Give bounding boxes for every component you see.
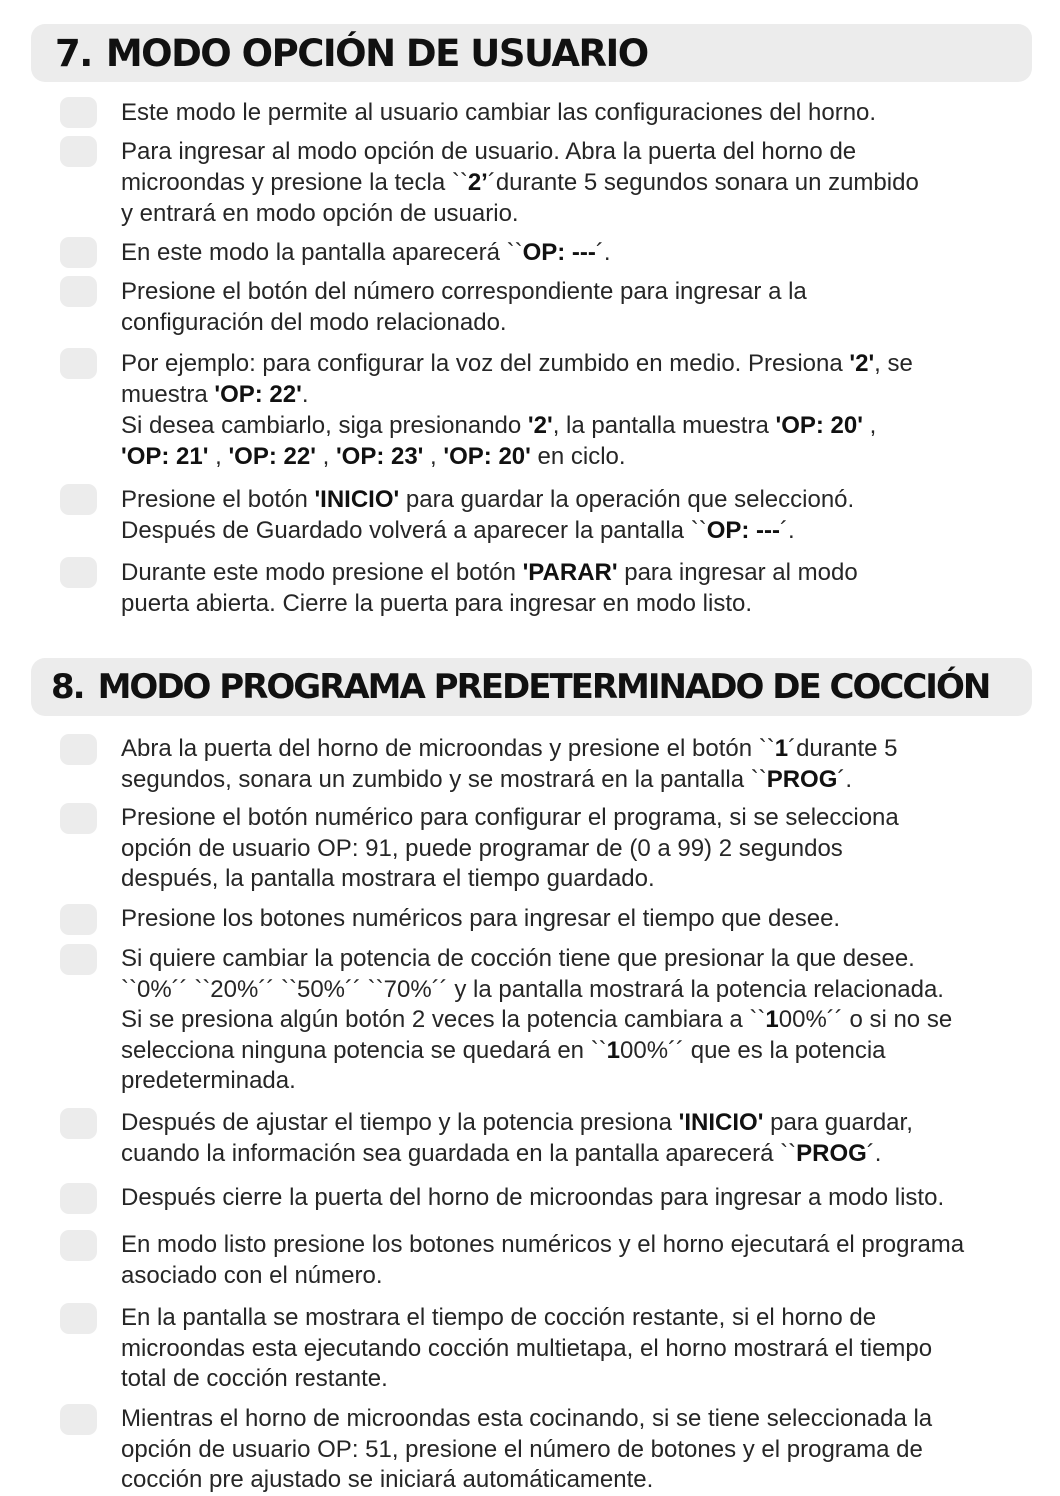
checkbox-square-icon: [60, 1183, 97, 1214]
text-line: ``0%´´ ``20%´´ ``50%´´ ``70%´´ y la pantalla mostrará la potencia relacionada.: [121, 975, 944, 1003]
list-item: [60, 803, 1050, 895]
text-line: Mientras el horno de microondas esta cocinando, si se tiene seleccionada la: [121, 1405, 933, 1432]
list-item: [60, 1404, 1050, 1496]
list-item-text: [121, 557, 858, 619]
list-item: [60, 348, 1050, 472]
list-item-text: [121, 484, 854, 546]
list-item-text: [121, 237, 611, 268]
text-line: microondas y presione la tecla ``2’´durante 5 segundos sonara un zumbido: [121, 169, 919, 196]
text-line: En la pantalla se mostrara el tiempo de cocción restante, si el horno de: [121, 1304, 877, 1331]
checkbox-square-icon: [60, 803, 97, 834]
text-line: después, la pantalla mostrara el tiempo guardado.: [121, 865, 655, 892]
text-line: y entrará en modo opción de usuario.: [121, 200, 519, 227]
list-item-text: [121, 1183, 944, 1214]
text-line: Después cierre la puerta del horno de microondas para ingresar a modo listo.: [121, 1184, 945, 1211]
list-item: [60, 136, 1050, 229]
text-line: En este modo la pantalla aparecerá ``OP: ---´.: [121, 239, 611, 266]
list-item-text: [121, 348, 913, 472]
list-item: [60, 1183, 1050, 1214]
text-line: predeterminada.: [121, 1067, 296, 1094]
section-7-title: MODO OPCIÓN DE USUARIO: [105, 31, 648, 75]
text-line: opción de usuario OP: 51, presione el número de botones y el programa de: [121, 1435, 923, 1463]
text-line: Presione el botón del número correspondiente para ingresar a la: [121, 278, 807, 305]
checkbox-square-icon: [60, 276, 97, 307]
text-line: Si se presiona algún botón 2 veces la potencia cambiara a ``100%´´ o si no se: [121, 1006, 953, 1033]
section-8-title: MODO PROGRAMA PREDETERMINADO DE COCCIÓN: [97, 667, 990, 707]
text-line: Si desea cambiarlo, siga presionando '2', la pantalla muestra 'OP: 20' ,: [121, 412, 877, 439]
checkbox-square-icon: [60, 1303, 97, 1334]
checkbox-square-icon: [60, 484, 97, 515]
list-item-text: [121, 734, 897, 795]
text-line: segundos, sonara un zumbido y se mostrará en la pantalla ``PROG´.: [121, 765, 853, 793]
list-item-text: [121, 803, 899, 895]
list-item-text: [121, 97, 876, 128]
list-item-text: [121, 1230, 964, 1291]
text-line: asociado con el número.: [121, 1261, 383, 1289]
list-item: [60, 97, 1050, 128]
text-line: Abra la puerta del horno de microondas y presione el botón ``1´durante 5: [121, 735, 898, 762]
list-item-text: [121, 276, 807, 338]
list-item: [60, 484, 1050, 546]
text-line: Por ejemplo: para configurar la voz del zumbido en medio. Presiona '2', se: [121, 350, 913, 377]
text-line: 'OP: 21' , 'OP: 22' , 'OP: 23' , 'OP: 20' en ciclo.: [121, 443, 626, 470]
text-line: Presione los botones numéricos para ingresar el tiempo que desee.: [121, 905, 841, 932]
checkbox-square-icon: [60, 944, 97, 975]
text-line: Este modo le permite al usuario cambiar las configuraciones del horno.: [121, 99, 877, 126]
list-item-text: [121, 904, 840, 935]
list-item: [60, 904, 1050, 935]
text-line: Presione el botón 'INICIO' para guardar la operación que seleccionó.: [121, 486, 855, 513]
text-line: microondas esta ejecutando cocción multietapa, el horno mostrará el tiempo: [121, 1334, 933, 1362]
section-8-header: [31, 658, 1032, 716]
list-item: [60, 1303, 1050, 1395]
text-line: selecciona ninguna potencia se quedará en ``100%´´ que es la potencia: [121, 1036, 886, 1064]
list-item: [60, 276, 1050, 338]
text-line: puerta abierta. Cierre la puerta para ingresar en modo listo.: [121, 590, 753, 617]
list-item-text: [121, 1404, 932, 1496]
text-line: Presione el botón numérico para configurar el programa, si se selecciona: [121, 804, 899, 831]
text-line: total de cocción restante.: [121, 1365, 388, 1392]
text-line: En modo listo presione los botones numéricos y el horno ejecutará el programa: [121, 1231, 965, 1258]
text-line: Si quiere cambiar la potencia de cocción tiene que presionar la que desee.: [121, 945, 915, 972]
list-item-text: [121, 944, 952, 1097]
list-item: [60, 237, 1050, 268]
list-item: [60, 1230, 1050, 1291]
text-line: Después de ajustar el tiempo y la potencia presiona 'INICIO' para guardar,: [121, 1109, 913, 1136]
section-7-header: [31, 24, 1032, 82]
list-item: [60, 1108, 1050, 1169]
checkbox-square-icon: [60, 136, 97, 167]
list-item: [60, 944, 1050, 1097]
checkbox-square-icon: [60, 1108, 97, 1139]
section-7-number: 7.: [55, 31, 92, 75]
checkbox-square-icon: [60, 734, 97, 765]
checkbox-square-icon: [60, 1230, 97, 1261]
text-line: cuando la información sea guardada en la pantalla aparecerá ``PROG´.: [121, 1139, 882, 1167]
text-line: Durante este modo presione el botón 'PARAR' para ingresar al modo: [121, 559, 858, 586]
text-line: opción de usuario OP: 91, puede programar de (0 a 99) 2 segundos: [121, 834, 843, 862]
list-item-text: [121, 1108, 913, 1169]
text-line: Después de Guardado volverá a aparecer la pantalla ``OP: ---´.: [121, 517, 795, 544]
checkbox-square-icon: [60, 97, 97, 128]
checkbox-square-icon: [60, 1404, 97, 1435]
list-item: [60, 557, 1050, 619]
text-line: muestra 'OP: 22'.: [121, 381, 309, 408]
section-8-number: 8.: [51, 667, 84, 707]
list-item-text: [121, 1303, 932, 1395]
text-line: cocción pre ajustado se iniciará automáticamente.: [121, 1466, 654, 1493]
list-item-text: [121, 136, 919, 229]
text-line: configuración del modo relacionado.: [121, 309, 507, 336]
checkbox-square-icon: [60, 904, 97, 935]
checkbox-square-icon: [60, 237, 97, 268]
list-item: [60, 734, 1050, 795]
checkbox-square-icon: [60, 557, 97, 588]
text-line: Para ingresar al modo opción de usuario. Abra la puerta del horno de: [121, 138, 857, 165]
checkbox-square-icon: [60, 348, 97, 379]
